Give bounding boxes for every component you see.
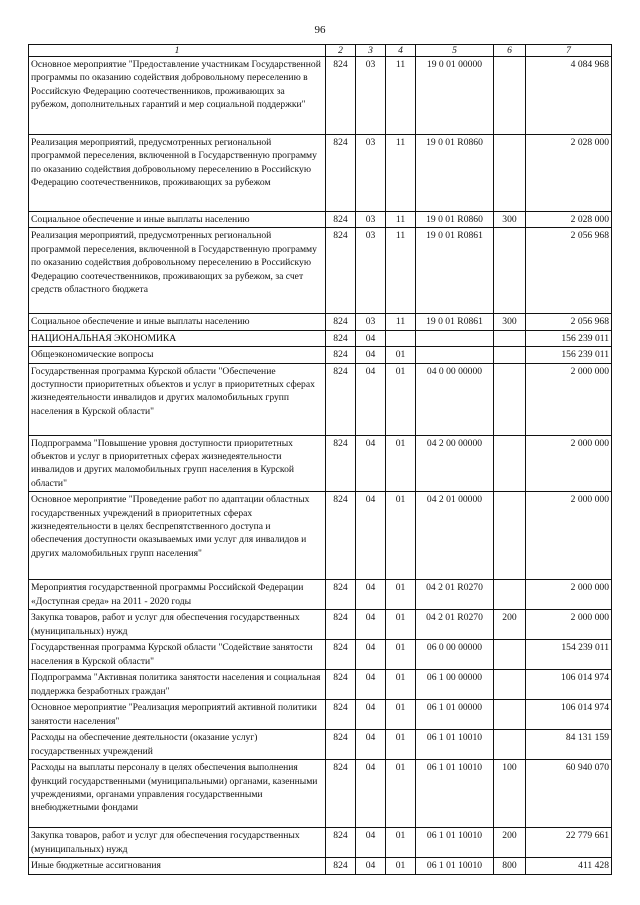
row-csr: 19 0 01 R0861 bbox=[416, 228, 494, 314]
row-ved: 824 bbox=[326, 730, 356, 760]
row-sum: 2 056 968 bbox=[526, 228, 612, 314]
row-vr bbox=[494, 580, 526, 610]
row-rz: 04 bbox=[356, 610, 386, 640]
row-sum: 156 239 011 bbox=[526, 347, 612, 363]
row-vr: 200 bbox=[494, 828, 526, 858]
row-csr bbox=[416, 330, 494, 346]
row-csr: 06 1 00 00000 bbox=[416, 670, 494, 700]
row-csr: 04 0 00 00000 bbox=[416, 363, 494, 435]
row-vr: 800 bbox=[494, 858, 526, 874]
row-pr: 11 bbox=[386, 314, 416, 330]
row-csr: 19 0 01 00000 bbox=[416, 57, 494, 135]
row-ved: 824 bbox=[326, 492, 356, 580]
row-csr: 19 0 01 R0860 bbox=[416, 212, 494, 228]
row-ved: 824 bbox=[326, 700, 356, 730]
row-rz: 04 bbox=[356, 640, 386, 670]
row-ved: 824 bbox=[326, 330, 356, 346]
row-pr: 01 bbox=[386, 700, 416, 730]
row-vr: 300 bbox=[494, 212, 526, 228]
row-name: Мероприятия государственной программы Российской Федерации «Доступная среда» на 2011 - 2020 годы bbox=[29, 580, 326, 610]
table-row bbox=[29, 730, 612, 760]
col-header-vr: 6 bbox=[494, 45, 526, 57]
row-csr: 06 1 01 10010 bbox=[416, 760, 494, 828]
row-csr: 06 1 01 00000 bbox=[416, 700, 494, 730]
row-name: НАЦИОНАЛЬНАЯ ЭКОНОМИКА bbox=[29, 330, 326, 346]
row-pr: 01 bbox=[386, 435, 416, 492]
col-header-ved: 2 bbox=[326, 45, 356, 57]
row-name: Закупка товаров, работ и услуг для обеспечения государственных (муниципальных) нужд bbox=[29, 610, 326, 640]
row-pr: 01 bbox=[386, 760, 416, 828]
row-csr: 06 0 00 00000 bbox=[416, 640, 494, 670]
row-ved: 824 bbox=[326, 760, 356, 828]
row-name: Основное мероприятие "Проведение работ по адаптации областных государственных учреждений в приоритетных сферах жизнедеятельности в целях беспрепятственного доступа и обеспечения доступности оказываемых ими услуг для инвалидов и других маломобильных групп населения" bbox=[29, 492, 326, 580]
row-rz: 03 bbox=[356, 228, 386, 314]
col-header-rz: 3 bbox=[356, 45, 386, 57]
row-rz: 04 bbox=[356, 492, 386, 580]
row-vr bbox=[494, 700, 526, 730]
row-csr: 06 1 01 10010 bbox=[416, 730, 494, 760]
row-vr bbox=[494, 228, 526, 314]
row-ved: 824 bbox=[326, 228, 356, 314]
row-pr: 11 bbox=[386, 135, 416, 212]
row-vr bbox=[494, 363, 526, 435]
row-vr bbox=[494, 135, 526, 212]
row-pr: 11 bbox=[386, 212, 416, 228]
row-ved: 824 bbox=[326, 580, 356, 610]
table-row bbox=[29, 858, 612, 874]
row-name: Государственная программа Курской области "Содействие занятости населения в Курской области" bbox=[29, 640, 326, 670]
row-pr: 01 bbox=[386, 363, 416, 435]
row-csr: 06 1 01 10010 bbox=[416, 858, 494, 874]
row-pr bbox=[386, 330, 416, 346]
table-row bbox=[29, 492, 612, 580]
table-row bbox=[29, 580, 612, 610]
row-ved: 824 bbox=[326, 347, 356, 363]
table-row bbox=[29, 228, 612, 314]
table-header-row bbox=[29, 45, 612, 57]
row-ved: 824 bbox=[326, 828, 356, 858]
row-name: Расходы на выплаты персоналу в целях обеспечения выполнения функций государственными (муниципальными) органами, казенными учреждениями, органами управления государственными внебюджетными фондами bbox=[29, 760, 326, 828]
row-csr: 19 0 01 R0860 bbox=[416, 135, 494, 212]
row-sum: 2 056 968 bbox=[526, 314, 612, 330]
row-sum: 2 028 000 bbox=[526, 212, 612, 228]
row-ved: 824 bbox=[326, 363, 356, 435]
row-name: Расходы на обеспечение деятельности (оказание услуг) государственных учреждений bbox=[29, 730, 326, 760]
table-row bbox=[29, 828, 612, 858]
row-ved: 824 bbox=[326, 314, 356, 330]
row-pr: 01 bbox=[386, 730, 416, 760]
row-vr bbox=[494, 57, 526, 135]
table-row bbox=[29, 363, 612, 435]
row-vr bbox=[494, 730, 526, 760]
table-row bbox=[29, 347, 612, 363]
table-row bbox=[29, 700, 612, 730]
row-ved: 824 bbox=[326, 135, 356, 212]
row-sum: 2 000 000 bbox=[526, 580, 612, 610]
row-name: Подпрограмма "Активная политика занятости населения и социальная поддержка безработных граждан" bbox=[29, 670, 326, 700]
row-name: Общеэкономические вопросы bbox=[29, 347, 326, 363]
table-row bbox=[29, 314, 612, 330]
row-sum: 84 131 159 bbox=[526, 730, 612, 760]
row-vr: 200 bbox=[494, 610, 526, 640]
row-rz: 03 bbox=[356, 135, 386, 212]
row-csr bbox=[416, 347, 494, 363]
row-name: Основное мероприятие "Предоставление участникам Государственной программы по оказанию содействия добровольному переселению в Российскую Федерацию соотечественников, проживающих за рубежом, дополнительных гарантий и мер социальной поддержки" bbox=[29, 57, 326, 135]
row-vr bbox=[494, 347, 526, 363]
col-header-name: 1 bbox=[29, 45, 326, 57]
row-rz: 04 bbox=[356, 330, 386, 346]
row-pr: 11 bbox=[386, 228, 416, 314]
row-ved: 824 bbox=[326, 670, 356, 700]
row-sum: 106 014 974 bbox=[526, 700, 612, 730]
row-vr bbox=[494, 670, 526, 700]
table-row bbox=[29, 330, 612, 346]
row-sum: 60 940 070 bbox=[526, 760, 612, 828]
table-row bbox=[29, 640, 612, 670]
row-pr: 01 bbox=[386, 670, 416, 700]
row-sum: 22 779 661 bbox=[526, 828, 612, 858]
row-vr bbox=[494, 492, 526, 580]
row-sum: 2 000 000 bbox=[526, 435, 612, 492]
col-header-sum: 7 bbox=[526, 45, 612, 57]
row-sum: 2 028 000 bbox=[526, 135, 612, 212]
row-name: Государственная программа Курской области "Обеспечение доступности приоритетных объектов и услуг в приоритетных сферах жизнедеятельности инвалидов и других маломобильных групп населения в Курской области" bbox=[29, 363, 326, 435]
table-row bbox=[29, 610, 612, 640]
table-row bbox=[29, 670, 612, 700]
row-sum: 2 000 000 bbox=[526, 492, 612, 580]
table-row bbox=[29, 135, 612, 212]
page-number: 96 bbox=[314, 24, 326, 36]
row-rz: 04 bbox=[356, 858, 386, 874]
row-pr: 01 bbox=[386, 347, 416, 363]
row-sum: 4 084 968 bbox=[526, 57, 612, 135]
row-pr: 01 bbox=[386, 858, 416, 874]
row-csr: 19 0 01 R0861 bbox=[416, 314, 494, 330]
row-vr bbox=[494, 330, 526, 346]
row-sum: 106 014 974 bbox=[526, 670, 612, 700]
row-vr: 100 bbox=[494, 760, 526, 828]
table-row bbox=[29, 57, 612, 135]
row-ved: 824 bbox=[326, 640, 356, 670]
table-row bbox=[29, 760, 612, 828]
row-name: Основное мероприятие "Реализация мероприятий активной политики занятости населения" bbox=[29, 700, 326, 730]
row-pr: 11 bbox=[386, 57, 416, 135]
row-name: Подпрограмма "Повышение уровня доступности приоритетных объектов и услуг в приоритетных сферах жизнедеятельности инвалидов и других маломобильных групп населения в Курской области" bbox=[29, 435, 326, 492]
row-csr: 04 2 01 00000 bbox=[416, 492, 494, 580]
col-header-pr: 4 bbox=[386, 45, 416, 57]
row-ved: 824 bbox=[326, 57, 356, 135]
row-rz: 04 bbox=[356, 435, 386, 492]
row-vr bbox=[494, 640, 526, 670]
row-pr: 01 bbox=[386, 580, 416, 610]
row-name: Реализация мероприятий, предусмотренных региональной программой переселения, включенной в Государственную программу по оказанию содействия добровольному переселению в Российскую Федерацию соотечественников, проживающих за рубежом, за счет средств областного бюджета bbox=[29, 228, 326, 314]
row-pr: 01 bbox=[386, 828, 416, 858]
row-rz: 04 bbox=[356, 828, 386, 858]
row-pr: 01 bbox=[386, 640, 416, 670]
col-header-csr: 5 bbox=[416, 45, 494, 57]
table-row bbox=[29, 212, 612, 228]
row-name: Закупка товаров, работ и услуг для обеспечения государственных (муниципальных) нужд bbox=[29, 828, 326, 858]
row-name: Социальное обеспечение и иные выплаты населению bbox=[29, 314, 326, 330]
row-vr: 300 bbox=[494, 314, 526, 330]
row-sum: 156 239 011 bbox=[526, 330, 612, 346]
row-csr: 04 2 00 00000 bbox=[416, 435, 494, 492]
row-rz: 04 bbox=[356, 363, 386, 435]
row-name: Социальное обеспечение и иные выплаты населению bbox=[29, 212, 326, 228]
row-rz: 04 bbox=[356, 700, 386, 730]
row-rz: 04 bbox=[356, 760, 386, 828]
row-rz: 04 bbox=[356, 347, 386, 363]
row-pr: 01 bbox=[386, 610, 416, 640]
row-name: Иные бюджетные ассигнования bbox=[29, 858, 326, 874]
row-rz: 04 bbox=[356, 730, 386, 760]
row-sum: 2 000 000 bbox=[526, 610, 612, 640]
row-rz: 03 bbox=[356, 314, 386, 330]
row-ved: 824 bbox=[326, 212, 356, 228]
row-name: Реализация мероприятий, предусмотренных региональной программой переселения, включенной в Государственную программу по оказанию содействия добровольному переселению в Российскую Федерацию соотечественников, проживающих за рубежом bbox=[29, 135, 326, 212]
row-ved: 824 bbox=[326, 858, 356, 874]
row-csr: 06 1 01 10010 bbox=[416, 828, 494, 858]
row-rz: 04 bbox=[356, 580, 386, 610]
row-rz: 03 bbox=[356, 57, 386, 135]
row-vr bbox=[494, 435, 526, 492]
row-csr: 04 2 01 R0270 bbox=[416, 610, 494, 640]
table-row bbox=[29, 435, 612, 492]
row-rz: 04 bbox=[356, 670, 386, 700]
row-ved: 824 bbox=[326, 610, 356, 640]
row-sum: 2 000 000 bbox=[526, 363, 612, 435]
row-sum: 411 428 bbox=[526, 858, 612, 874]
row-csr: 04 2 01 R0270 bbox=[416, 580, 494, 610]
row-sum: 154 239 011 bbox=[526, 640, 612, 670]
row-ved: 824 bbox=[326, 435, 356, 492]
budget-table bbox=[28, 44, 612, 875]
row-pr: 01 bbox=[386, 492, 416, 580]
row-rz: 03 bbox=[356, 212, 386, 228]
